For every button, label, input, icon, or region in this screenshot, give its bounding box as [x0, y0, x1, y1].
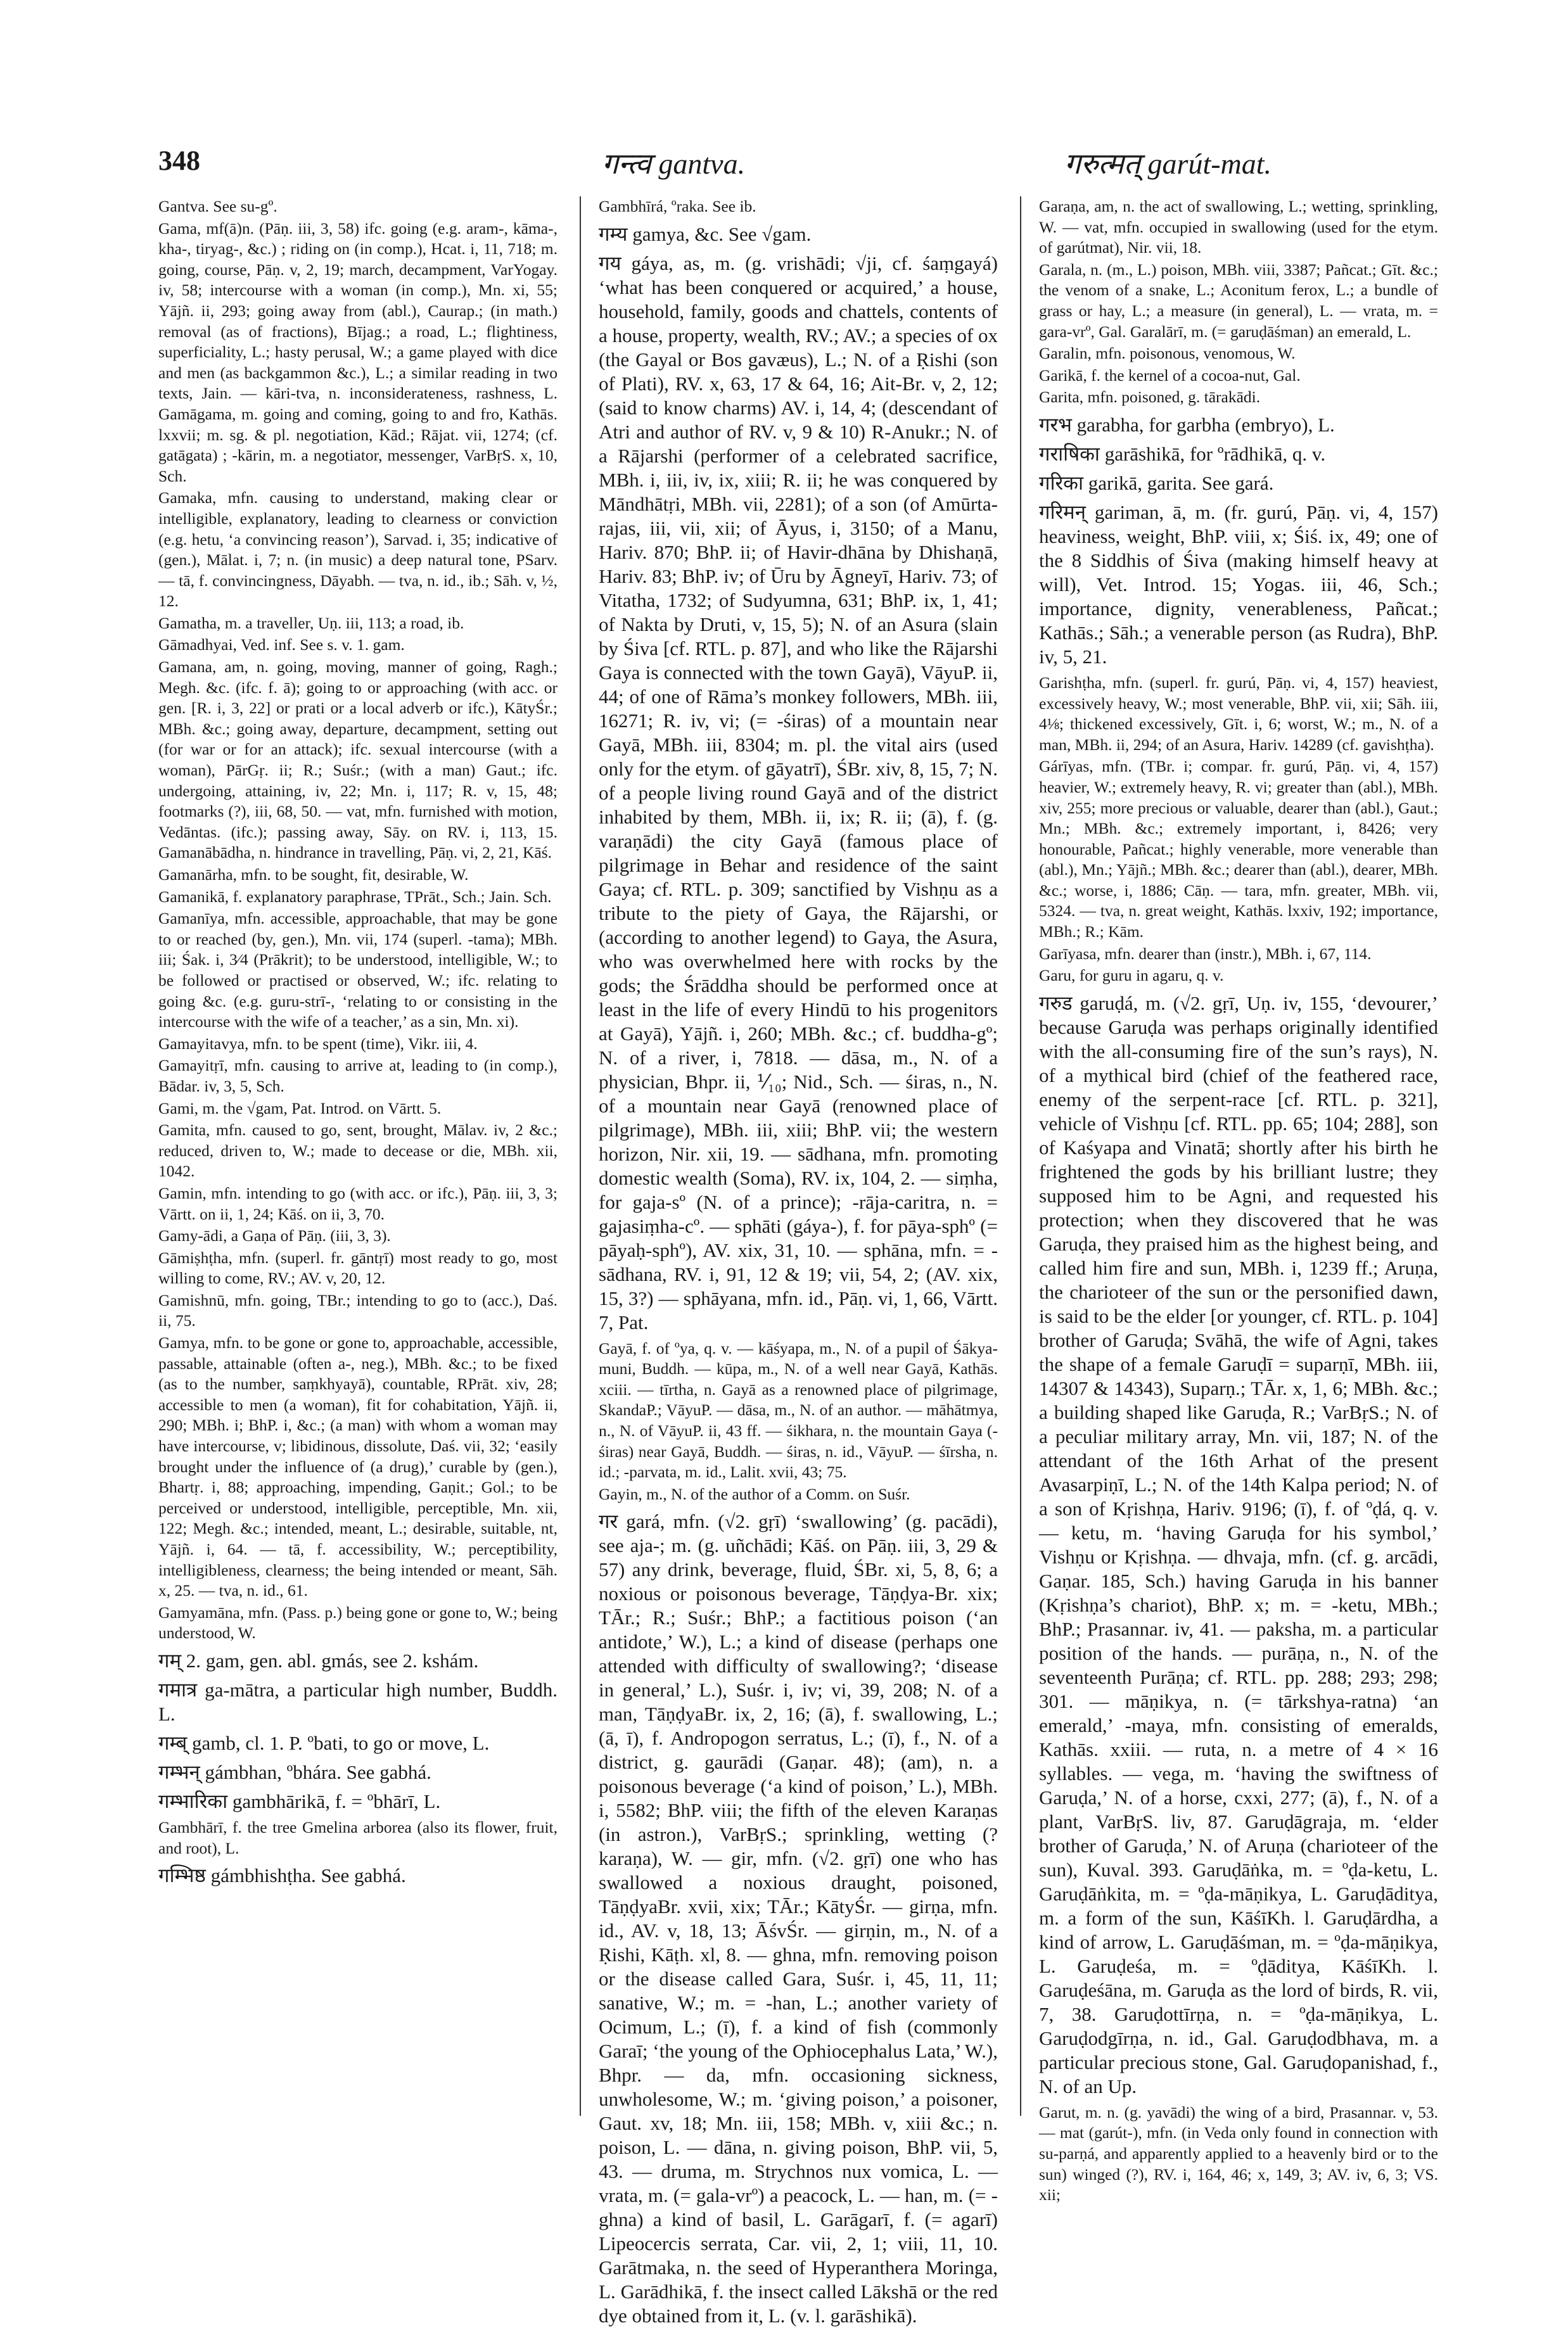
dictionary-entry: Gantva. See su-gº.	[158, 197, 277, 215]
dictionary-entry: Garu, for guru in agaru, q. v.	[1039, 966, 1224, 985]
dictionary-entry: Garalin, mfn. poisonous, venomous, W.	[1039, 344, 1296, 363]
dictionary-entry: Gamatha, m. a traveller, Uṇ. iii, 113; a road, ib.	[158, 613, 464, 632]
dictionary-columns	[158, 196, 1438, 2327]
dictionary-entry: Gayin, m., N. of the author of a Comm. on Suśr.	[599, 1484, 910, 1503]
dictionary-entry: Gama, mf(ā)n. (Pāṇ. iii, 3, 58) ifc. going (e.g. aram-, kāma-, kha-, tiryag-, &c.) ; riding on (in comp.), Hcat. i, 11, 718; m. going, course, Pāṇ. v, 2, 19; march, decampment, VarYogay. iv, 58; intercourse with a woman (in comp.), Mn. xi, 55; Yājñ. ii, 293; going away from (abl.), Caurap.; (in math.) removal (as of fractions), Bījag.; a road, L.; flightiness, superficiality, L.; hasty perusal, W.; a game played with dice and men (as backgammon &c.), L.; a similar reading in two texts, Jain. — kāri-tva, n. inconsiderateness, rashness, L. Gamāgama, m. going and coming, going to and fro, Kathās. lxxvii; m. sg. & pl. negotiation, Kād.; Rājat. vii, 1274; (cf. gatāgata) ; -kārin, m. a negotiator, messenger, VarBṛS. x, 10, Sch.	[158, 219, 558, 485]
column-1	[158, 196, 558, 2122]
page-number: 348	[158, 145, 200, 176]
dictionary-entry: Gamyamāna, mfn. (Pass. p.) being gone or gone to, W.; being understood, W.	[158, 1603, 558, 1643]
dictionary-entry: Garut, m. n. (g. yavādi) the wing of a bird, Prasannar. v, 53. — mat (garút-), mfn. (in Veda only found in connection with su-parṇá, and apparently applied to a heavenly bird or to the sun) winged (?), RV. i, 164, 46; x, 149, 3; AV. iv, 6, 3; VS. xii;	[1039, 2102, 1438, 2204]
dictionary-entry: Gami, m. the √gam, Pat. Introd. on Vārtt. 5.	[158, 1098, 442, 1117]
column-divider	[580, 196, 581, 2116]
dictionary-entry: Garaṇa, am, n. the act of swallowing, L.; wetting, sprinkling, W. — vat, mfn. occupied in swallowing (used for the etym. of garútmat), Nir. vii, 18.	[1039, 197, 1438, 257]
column-3	[1039, 196, 1438, 2204]
dictionary-entry: Gāmadhyai, Ved. inf. See s. v. 1. gam.	[158, 635, 405, 654]
dictionary-entry: Gamita, mfn. caused to go, sent, brought, Mālav. iv, 2 &c.; reduced, driven to, W.; made to decease or die, MBh. xii, 1042.	[158, 1121, 558, 1181]
dictionary-entry: Gambhīrá, ºraka. See ib.	[599, 197, 756, 215]
dictionary-entry: Gamaka, mfn. causing to understand, making clear or intelligible, explanatory, leading to clearness or conviction (e.g. hetu, ‘a convincing reason’), Sarvad. i, 35; indicative of (gen.), Mālat. i, 7; n. (in music) a deep natural tone, PSarv. — tā, f. convincingness, Dāyabh. — tva, n. id., ib.; Sāh. v, ½, 12.	[158, 488, 558, 611]
dictionary-entry: Gayā, f. of ºya, q. v. — kāśyapa, m., N. of a pupil of Śākya-muni, Buddh. — kūpa, m., N. of a well near Gayā, Kathās. xciii. — tīrtha, n. Gayā as a renowned place of pilgrimage, SkandaP.; VāyuP. — dāsa, m., N. of an author. — māhātmya, n., N. of VāyuP. ii, 43 ff. — śikhara, n. the mountain Gaya (-śiras) near Gayā, Buddh. — śiras, n. id., VāyuP. — śīrsha, n. id.; -parvata, m. id., Lalit. xvii, 43; 75.	[599, 1339, 998, 1482]
dictionary-entry: गम्भन् gámbhan, ºbhára. See gabhá.	[158, 1760, 431, 1783]
dictionary-entry: Gamy-ādi, a Gaṇa of Pāṇ. (iii, 3, 3).	[158, 1226, 391, 1245]
running-header	[158, 139, 1432, 196]
dictionary-entry: गराषिका garāshikā, for ºrādhikā, q. v.	[1039, 442, 1326, 465]
dictionary-entry: Garishṭha, mfn. (superl. fr. gurú, Pāṇ. vi, 4, 157) heaviest, excessively heavy, W.; most venerable, BhP. vii, xii; Sāh. iii, 4⅛; thickened excessively, Gīt. i, 6; worst, W.; m., N. of a man, MBh. ii, 294; of an Asura, Hariv. 14289 (cf. gavishṭha).	[1039, 673, 1438, 754]
dictionary-entry: गरभ garabha, for garbha (embryo), L.	[1039, 413, 1335, 436]
dictionary-entry: Gamanikā, f. explanatory paraphrase, TPrāt., Sch.; Jain. Sch.	[158, 887, 552, 906]
column-2	[599, 196, 998, 2327]
column-divider	[1020, 196, 1021, 2116]
dictionary-entry: गय gáya, as, m. (g. vrishādi; √ji, cf. śaṃgayá) ‘what has been conquered or acquired,’ a house, household, family, goods and chattels, contents of a house, property, wealth, RV.; AV.; a species of ox (the Gayal or Bos gavæus), L.; N. of a Ṛishi (son of Plati), RV. x, 63, 17 & 64, 16; Ait-Br. v, 2, 12; (said to know charms) AV. i, 14, 4; (descendant of Atri and author of RV. v, 9 & 10) R-Anukr.; N. of a Rājarshi (performer of a celebrated sacrifice, MBh. i, iii, iv, ix, xiii; R. ii; he was conquered by Māndhātṛi, MBh. vii, 2281); of a son (of Amūrta-rajas, iii, vii, xii; of Āyus, i, 3150; of a Manu, Hariv. 870; BhP. ii; of Havir-dhāna by Dhishaṇā, Hariv. 83; BhP. iv; of Ūru by Āgneyī, Hariv. 73; of Vitatha, 1732; of Sudyumna, 631; BhP. ix, 1, 41; of Nakta by Druti, v, 15, 5); N. of an Asura (slain by Śiva [cf. RTL. p. 87], and who like the Rājarshi Gaya is connected with the town Gayā), VāyuP. ii, 44; of one of Rāma’s monkey followers, MBh. iii, 16271; R. iv, vi; (= -śiras) of a mountain near Gayā, MBh. iii, 8304; m. pl. the vital airs (used only for the etym. of gāyatrī), ŚBr. xiv, 8, 15, 7; N. of a people living round Gayā and of the district inhabited by them, MBh. ii, ix; R. ii; (ā), f. (g. varaṇādi) the city Gayā (famous place of pilgrimage in Behar and residence of the saint Gaya; cf. RTL. p. 309; sanctified by Vishṇu as a tribute to the piety of Gaya, the Rājarshi, or (according to another legend) to Gaya, the Asura, who was overwhelmed here with rocks by the gods; the Śrāddha should be performed once at least in the life of every Hindū to his progenitors at Gayā), Yājñ. i, 260; MBh. &c.; cf. buddha-gº; N. of a river, i, 7818. — dāsa, m., N. of a physician, Bhpr. ii, ⅟₁₀; Nid., Sch. — śiras, n., N. of a mountain near Gayā (renowned place of pilgrimage), MBh. iii, xiii; BhP. vii; the western horizon, Nir. xii, 19. — sādhana, mfn. promoting domestic wealth (Soma), RV. ix, 104, 2. — siṃha, for gaja-sº (N. of a prince); -rāja-caritra, n. = gajasiṃha-cº. — sphāti (gáya-), f. for pāya-sphº (= pāyaḥ-sphº), AV. xix, 31, 10. — sphāna, mfn. = -sādhana, RV. i, 91, 12 & 19; vii, 54, 2; (AV. xix, 15, 3?) — sphāyana, mfn. id., Pāṇ. vi, 1, 66, Vārtt. 7, Pat.	[599, 251, 998, 1333]
dictionary-entry: Gamana, am, n. going, moving, manner of going, Ragh.; Megh. &c. (ifc. f. ā); going to or approaching (with acc. or gen. [R. i, 3, 22] or prati or a local adverb or ifc.), KātyŚr.; MBh. &c.; going away, departure, decampment, setting out (for war or for an attack); ifc. sexual intercourse (with a woman), PārGṛ. ii; R.; Suśr.; (with a man) Gaut.; ifc. undergoing, attaining, iv, 22; Mn. i, 117; R. v, 15, 48; footmarks (?), iii, 68, 50. — vat, mfn. furnished with motion, Vedāntas. (ifc.); passing away, Sāy. on RV. i, 113, 15. Gamanābādha, n. hindrance in travelling, Pāṇ. vi, 2, 21, Kāś.	[158, 658, 558, 862]
dictionary-entry: गम्ब् gamb, cl. 1. P. ºbati, to go or move, L.	[158, 1731, 490, 1754]
dictionary-entry: Garala, n. (m., L.) poison, MBh. viii, 3387; Pañcat.; Gīt. &c.; the venom of a snake, L.; Aconitum ferox, L.; a bundle of grass or hay, L.; a measure (in general), L. — vrata, m. = gara-vrº, Gal. Garalārī, m. (= garuḍāśman) an emerald, L.	[1039, 260, 1438, 341]
dictionary-entry: गम्भारिका gambhārikā, f. = ºbhārī, L.	[158, 1790, 441, 1812]
dictionary-entry: गरिमन् gariman, ā, m. (fr. gurú, Pāṇ. vi, 4, 157) heaviness, weight, BhP. viii, x; Śiś. ix, 49; one of the 8 Siddhis of Śiva (making himself heavy at will), Vet. Introd. 15; Yogas. iii, 46, Sch.; importance, dignity, venerableness, Pañcat.; Kathās.; Sāh.; a venerable person (as Rudra), BhP. iv, 5, 21.	[1039, 500, 1438, 668]
dictionary-entry: Gamayitṛī, mfn. causing to arrive at, leading to (in comp.), Bādar. iv, 3, 5, Sch.	[158, 1056, 558, 1095]
dictionary-entry: Gamya, mfn. to be gone or gone to, approachable, accessible, passable, attainable (often a-, neg.), MBh. &c.; to be fixed (as to the number, saṃkhyayā), countable, RPrāt. xiv, 28; accessible to men (a woman), fit for cohabitation, Yājñ. ii, 290; MBh. i; BhP. i, &c.; (a man) with whom a woman may have intercourse, v; libidinous, dissolute, Daś. vii, 32; ‘easily brought under the influence of (a drug),’ curable by (gen.), Bhartṛ. i, 88; approaching, impending, Gaṇit.; Gol.; to be perceived or understood, intelligible, perceptible, Mn. xii, 122; Megh. &c.; intended, meant, L.; desirable, suitable, nt, Yājñ. i, 64. — tā, f. accessibility, W.; perceptibility, intelligibleness, clearness; the being intended or meant, Sāh. x, 25. — tva, n. id., 61.	[158, 1333, 558, 1600]
dictionary-entry: Gambhārī, f. the tree Gmelina arborea (also its flower, fruit, and root), L.	[158, 1817, 558, 1857]
dictionary-entry: Gamayitavya, mfn. to be spent (time), Vikr. iii, 4.	[158, 1034, 478, 1053]
dictionary-entry: Gamin, mfn. intending to go (with acc. or ifc.), Pāṇ. iii, 3, 3; Vārtt. on ii, 1, 24; Kāś. on ii, 3, 70.	[158, 1183, 558, 1223]
dictionary-entry: गरुड garuḍá, m. (√2. gṛī, Uṇ. iv, 155, ‘devourer,’ because Garuḍa was perhaps originally identified with the all-consuming fire of the sun’s rays), N. of a mythical bird (chief of the feathered race, enemy of the serpent-race [cf. RTL. p. 321], vehicle of Vishṇu [cf. RTL. pp. 65; 104; 288], son of Kaśyapa and Vinatā; shortly after his birth he frightened the gods by his brilliant lustre; they supposed him to be Agni, and requested his protection; when they discovered that he was Garuḍa, they praised him as the highest being, and called him fire and sun, MBh. i, 1239 ff.; Aruṇa, the charioteer of the sun or the personified dawn, is said to be the elder [or younger, cf. RTL. p. 104] brother of Garuḍa; Svāhā, the wife of Agni, takes the shape of a female Garuḍī = suparṇī, MBh. iii, 14307 & 14343), Suparṇ.; TĀr. x, 1, 6; MBh. &c.; a building shaped like Garuḍa, R.; VarBṛS.; N. of a peculiar military array, Mn. vii, 187; N. of the attendant of the 16th Arhat of the present Avasarpiṇī, L.; N. of the 14th Kalpa period; N. of a son of Kṛishṇa, Hariv. 9196; (ī), f. of ºḍá, q. v. — ketu, m. ‘having Garuḍa for his symbol,’ Vishṇu or Kṛishṇa. — dhvaja, mfn. (cf. g. arcādi, Gaṇar. 185, Sch.) having Garuḍa in his banner (Kṛishṇa’s chariot), BhP. x; m. = -ketu, MBh.; BhP.; Prasannar. iv, 41. — paksha, m. a particular position of the hands. — purāṇa, n., N. of the seventeenth Purāṇa; cf. RTL. pp. 288; 293; 298; 301. — māṇikya, n. (= tārkshya-ratna) ‘an emerald,’ -maya, mfn. consisting of emeralds, Kathās. xxiii. — ruta, n. a metre of 4 × 16 syllables. — vega, m. ‘having the swiftness of Garuḍa,’ N. of a horse, cxxi, 277; (ā), f., N. of a plant, VarBṛS. liv, 87. Garuḍāgraja, m. ‘elder brother of Garuḍa,’ N. of Aruṇa (charioteer of the sun), Kuval. 393. Garuḍāṅka, m. = ºḍa-ketu, L. Garuḍāṅkita, m. = ºḍa-māṇikya, L. Garuḍāditya, m. a form of the sun, KāśīKh. l. Garuḍārdha, a kind of arrow, L. Garuḍāśman, m. = ºḍa-māṇikya, L. Garuḍeśa, m. = ºḍāditya, KāśīKh. l. Garuḍeśāna, m. Garuḍa as the lord of birds, R. vii, 7, 38. Garuḍottīrṇa, n. = ºḍa-māṇikya, L. Garuḍodgīrṇa, n. id., Gal. Garuḍodbhava, m. a particular precious stone, Gal. Garuḍopanishad, f., N. of an Up.	[1039, 991, 1438, 2097]
dictionary-entry: गम्भिष्ठ gámbhishṭha. See gabhá.	[158, 1864, 406, 1887]
dictionary-entry: Garikā, f. the kernel of a cocoa-nut, Gal.	[1039, 366, 1301, 385]
dictionary-entry: Gamishnū, mfn. going, TBr.; intending to go to (acc.), Daś. ii, 75.	[158, 1290, 558, 1330]
dictionary-entry: गम्य gamya, &c. See √gam.	[599, 222, 812, 245]
dictionary-entry: Gamanārha, mfn. to be sought, fit, desirable, W.	[158, 865, 469, 884]
dictionary-entry: गरिका garikā, garita. See gará.	[1039, 471, 1274, 494]
right-headword: गरुत्मत् garút-mat.	[1064, 148, 1272, 180]
dictionary-entry: Garita, mfn. poisoned, g. tārakādi.	[1039, 388, 1261, 407]
left-headword: गन्त्व gantva.	[602, 148, 746, 180]
dictionary-entry: Garīyasa, mfn. dearer than (instr.), MBh. i, 67, 114.	[1039, 944, 1372, 963]
dictionary-entry: गमात्र ga-mātra, a particular high number, Buddh. L.	[158, 1678, 558, 1725]
dictionary-entry: गर gará, mfn. (√2. gṛī) ‘swallowing’ (g. pacādi), see aja-; m. (g. uñchādi; Kāś. on Pāṇ. iii, 3, 29 & 57) any drink, beverage, fluid, ŚBr. xi, 5, 8, 6; a noxious or poisonous beverage, Tāṇḍya-Br. xix; TĀr.; R.; Suśr.; BhP.; a factitious poison (‘an antidote,’ W.), L.; a kind of disease (perhaps one attended with difficulty of swallowing?; ‘disease in general,’ L.), Suśr. i, iv; vi, 39, 208; N. of a man, TāṇḍyaBr. ix, 2, 16; (ā), f. swallowing, L.; (ā, ī), f. Andropogon serratus, L.; (ī), f., N. of a district, g. gaurādi (Gaṇar. 48); (am), n. a poisonous beverage (‘a kind of poison,’ L.), MBh. i, 5582; BhP. viii; the fifth of the eleven Karaṇas (in astron.), VarBṛS.; sprinkling, wetting (? karaṇa), W. — gir, mfn. (√2. gṛī) one who has swallowed a noxious draught, poisoned, TāṇḍyaBr. xvii, xix; TĀr.; KātyŚr. — girṇa, mfn. id., AV. v, 18, 13; ĀśvŚr. — girṇin, m., N. of a Ṛishi, Kāṭh. xl, 8. — ghna, mfn. removing poison or the disease called Gara, Suśr. i, 45, 11, 11; sanative, W.; m. = -han, L.; another variety of Ocimum, L.; (ī), f. a kind of fish (commonly Garaī; ‘the young of the Ophiocephalus Lata,’ W.), Bhpr. — da, mfn. occasioning sickness, unwholesome, W.; m. ‘giving poison,’ a poisoner, Gaut. xv, 18; Mn. iii, 158; MBh. v, xiii &c.; n. poison, L. — dāna, n. giving poison, BhP. vii, 5, 43. — druma, m. Strychnos nux vomica, L. — vrata, m. (= gala-vrº) a peacock, L. — han, m. (= -ghna) a kind of basil, L. Garāgarī, f. (= agarī) Lipeocercis serrata, Car. vii, 2, 1; viii, 11, 10. Garātmaka, n. the seed of Hyperanthera Moringa, L. Garādhikā, f. the insect called Lākshā or the red dye obtained from it, L. (v. l. garāshikā).	[599, 1510, 998, 2327]
dictionary-entry: Gamanīya, mfn. accessible, approachable, that may be gone to or reached (by, gen.), Mn. vii, 174 (superl. -tama); MBh. iii; Śak. i, 3⁄4 (Prākrit); to be understood, intelligible, W.; to be followed or practised or observed, W.; ifc. relating to going &c. (e.g. guru-strī-, ‘relating to or consisting in the intercourse with the wife of a teacher,’ as a sin, Mn. xi).	[158, 909, 558, 1031]
dictionary-entry: Gárīyas, mfn. (TBr. i; compar. fr. gurú, Pāṇ. vi, 4, 157) heavier, W.; extremely heavy, R. vi; greater than (abl.), MBh. xiv, 255; more precious or valuable, dearer than (abl.), Gaut.; Mn.; MBh. &c.; extremely important, i, 8426; very honourable, Pañcat.; highly venerable, more venerable than (abl.), Mn.; Yājñ.; MBh. &c.; dearer than (abl.), dearer, MBh. &c.; worse, i, 1886; Cāṇ. — tara, mfn. greater, MBh. vii, 5324. — tva, n. great weight, Kathās. lxxiv, 192; importance, MBh.; R.; Kām.	[1039, 757, 1438, 941]
dictionary-entry: Gāmiṣhṭha, mfn. (superl. fr. gāntṛī) most ready to go, most willing to come, RV.; AV. v, 20, 12.	[158, 1248, 558, 1288]
dictionary-entry: गम् 2. gam, gen. abl. gmás, see 2. kshám.	[158, 1649, 479, 1672]
